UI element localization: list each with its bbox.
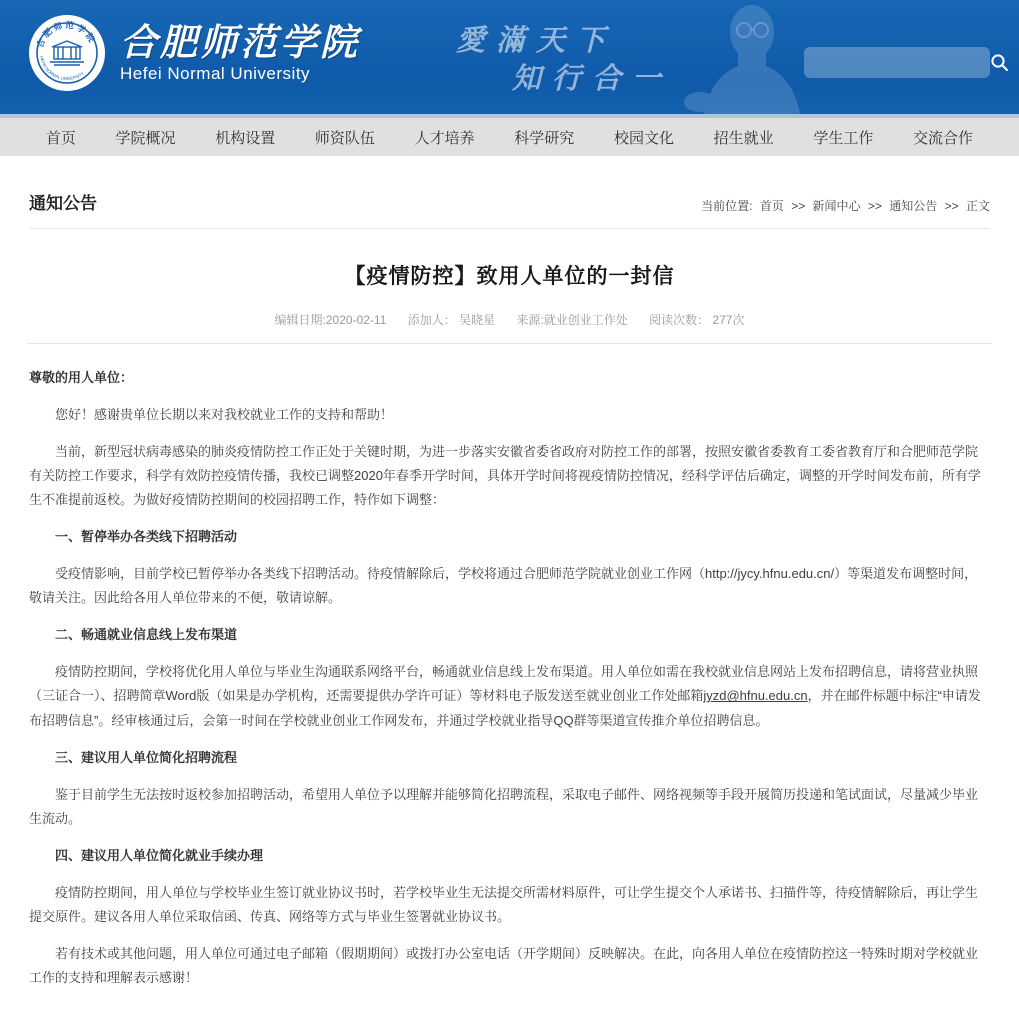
article-section-heading-4: 四、建议用人单位简化就业手续办理	[55, 847, 264, 863]
nav-item-overview[interactable]: 学院概况	[115, 129, 176, 147]
article-source: 来源:就业创业工作处	[516, 313, 628, 327]
breadcrumb-current: 正文	[965, 199, 990, 213]
breadcrumb-separator: >>	[791, 199, 806, 213]
article-view-count: 阅读次数： 277次	[649, 313, 745, 327]
search-button[interactable]	[990, 53, 1009, 72]
motto-line-1: 愛滿天下	[456, 23, 617, 57]
article-paragraph: 您好！感谢贵单位长期以来对我校就业工作的支持和帮助！	[55, 407, 394, 423]
university-name-cn: 合肥师范学院	[120, 19, 360, 64]
article-meta	[0, 311, 1019, 328]
article-paragraph: 鉴于目前学生无法按时返校参加招聘活动，希望用人单位予以理解并能够简化招聘流程，采取电子邮件、网络视频等手段开展简历投递和笔试面试，尽量减少毕业生流动。	[29, 786, 979, 826]
article-paragraph-with-email	[29, 660, 990, 732]
article-paragraph: 受疫情影响，目前学校已暂停举办各类线下招聘活动。待疫情解除后，学校将通过合肥师范学院就业创业工作网（http://jycy.hfnu.edu.cn/）等渠道发布调整时间，敬请关注。因此给各用人单位带来的不便，敬请谅解。	[29, 566, 978, 606]
section-bar	[0, 189, 1019, 214]
article-section-heading-2: 二、畅通就业信息线上发布渠道	[55, 627, 238, 643]
breadcrumb-prefix: 当前位置:	[701, 199, 753, 213]
paragraph-text: 疫情防控期间，学校将优化用人单位与毕业生沟通联系网络平台，畅通就业信息线上发布渠道。用人单位如需在我校就业信息网站上发布招聘信息，请将营业执照（三证合一）、招聘简章Word版（如果是办学机构，还需要提供办学许可证）等材料电子版发送至就业创业工作处邮箱	[29, 664, 979, 704]
article-body	[0, 344, 1019, 1031]
search-box	[804, 47, 990, 78]
article-paragraph: 若有技术或其他问题，用人单位可通过电子邮箱（假期期间）或拨打办公室电话（开学期间）反映解决。在此，向各用人单位在疫情防控这一特殊时期对学校就业工作的支持和理解表示感谢！	[29, 945, 979, 985]
main-nav	[0, 118, 1019, 156]
article-paragraph: 疫情防控期间，用人单位与学校毕业生签订就业协议书时，若学校毕业生无法提交所需材料原件，可让学生提交个人承诺书、扫描件等，待疫情解除后，再让学生提交原件。建议各用人单位采取信函、传真、网络等方式与毕业生签署就业协议书。	[29, 884, 979, 924]
nav-item-talent[interactable]: 人才培养	[414, 129, 475, 147]
email-link[interactable]: jyzd@hfnu.edu.cn	[703, 688, 808, 704]
article-edit-date: 编辑日期:2020-02-11	[274, 313, 387, 327]
nav-item-research[interactable]: 科学研究	[514, 129, 575, 147]
article-paragraph: 当前，新型冠状病毒感染的肺炎疫情防控工作正处于关键时期，为进一步落实安徽省委省政府对防控工作的部署，按照安徽省委教育工委省教育厅和合肥师范学院有关防控工作要求，科学有效防控疫情传播，我校已调整2020年春季开学时间，具体开学时间将视疫情防控情况，经科学评估后确定，调整的开学时间发布前，所有学生不准提前返校。为做好疫情防控期间的校园招聘工作，特作如下调整：	[29, 444, 981, 508]
university-name-en: Hefei Normal University	[120, 64, 311, 84]
article-section-heading-3: 三、建议用人单位简化招聘流程	[55, 749, 238, 765]
motto-line-2: 知行合一	[512, 61, 673, 95]
breadcrumb	[697, 197, 990, 214]
article-salutation: 尊敬的用人单位：	[29, 370, 134, 385]
breadcrumb-separator: >>	[867, 199, 882, 213]
svg-text:合 肥 师 范 学 院: 合 肥 师 范 学 院	[34, 19, 97, 49]
nav-item-home[interactable]: 首页	[45, 129, 76, 147]
nav-item-students[interactable]: 学生工作	[813, 129, 874, 147]
svg-text:HEFEI NORMAL UNIVERSITY: HEFEI NORMAL UNIVERSITY	[39, 55, 86, 82]
breadcrumb-news-center[interactable]: 新闻中心	[812, 199, 861, 213]
breadcrumb-separator: >>	[944, 199, 959, 213]
search-icon	[990, 53, 1009, 72]
paragraph-text: ，并在邮件标题中标注“申请发布招聘信息”。经审核通过后，会第一时间在学校就业创业工作网发布，并通过学校就业指导QQ群等渠道宣传推介单位招聘信息。	[29, 688, 981, 728]
nav-item-admissions[interactable]: 招生就业	[713, 129, 774, 147]
article-section-heading-1: 一、暂停举办各类线下招聘活动	[55, 529, 238, 545]
breadcrumb-home[interactable]: 首页	[759, 199, 784, 213]
nav-item-campus[interactable]: 校园文化	[613, 129, 674, 147]
nav-item-exchange[interactable]: 交流合作	[913, 129, 974, 147]
article-adder: 添加人： 吴晓星	[407, 313, 496, 327]
nav-item-orgs[interactable]: 机构设置	[215, 129, 276, 147]
nav-item-faculty[interactable]: 师资队伍	[314, 129, 375, 147]
page-section-title: 通知公告	[29, 194, 97, 213]
university-name	[120, 19, 360, 85]
site-header	[0, 0, 1019, 114]
university-seal-logo	[28, 14, 106, 92]
breadcrumb-notices[interactable]: 通知公告	[889, 199, 938, 213]
article-title: 【疫情防控】致用人单位的一封信	[344, 265, 675, 288]
search-input[interactable]	[814, 47, 990, 78]
university-logo-link[interactable]	[28, 14, 360, 92]
section-divider	[29, 228, 990, 229]
